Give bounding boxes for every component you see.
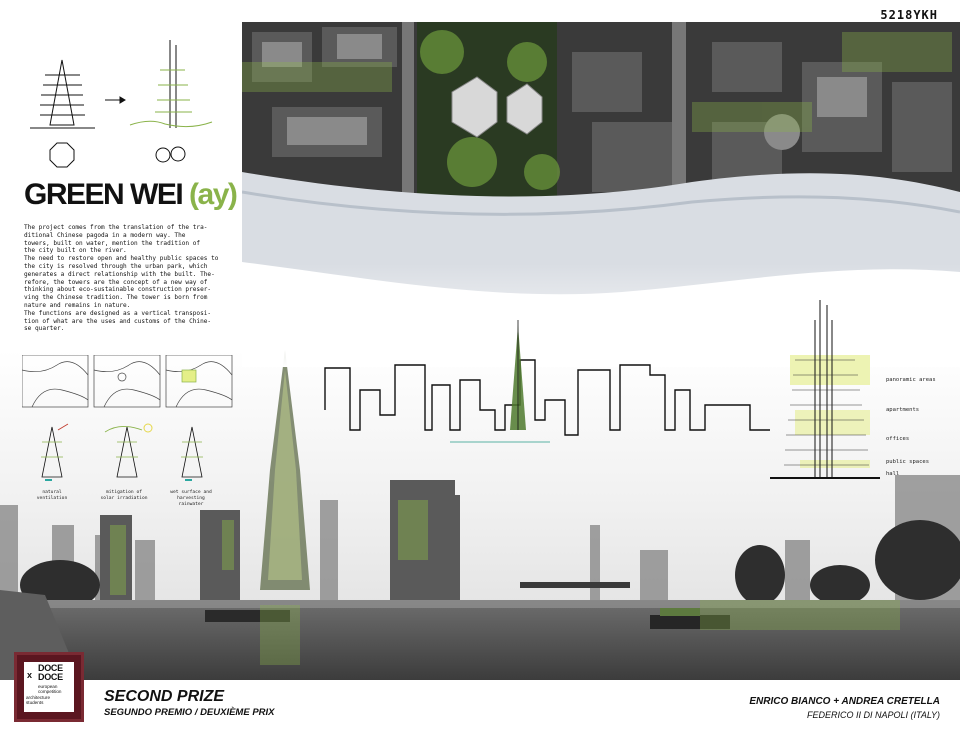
tower-section: [770, 300, 880, 485]
description-line: The need to restore open and healthy public spaces to: [24, 255, 219, 263]
description-line: ditional Chinese pagoda in a modern way. The: [24, 231, 186, 239]
tower-label: public spaces: [886, 459, 930, 465]
logo-inner: [24, 662, 74, 712]
caption-line: harvesting rainwater: [177, 496, 205, 507]
authors: ENRICO BIANCO + ANDREA CRETELLA: [749, 696, 940, 707]
description-line: The project comes from the translation of the tra-: [24, 224, 208, 231]
logo-sub: students: [26, 700, 44, 705]
caption-line: solar irradiation: [100, 496, 148, 501]
logo-x: x: [27, 670, 32, 680]
submission-code: 5218YKH: [880, 8, 938, 22]
doce-logo: [14, 652, 84, 722]
diagram-caption: [165, 490, 217, 508]
logo-top: DOCE: [38, 663, 63, 673]
logo-sub: competition: [38, 689, 62, 694]
skyline-sketch: [320, 320, 770, 450]
tower-label: offices: [886, 436, 910, 442]
caption-line: mitigation of: [106, 490, 142, 495]
description-line: ving the Chinese tradition. The tower is born from: [24, 294, 208, 302]
diagram-caption: [98, 490, 150, 502]
project-description: [24, 224, 234, 333]
description-line: generates a direct relationship with the built. The-: [24, 270, 215, 278]
logo-sub: architecture: [26, 695, 51, 700]
title-accent: (ay): [189, 178, 237, 211]
logo-bottom: DOCE: [38, 672, 63, 682]
description-line: se quarter.: [24, 325, 65, 333]
university: FEDERICO II DI NAPOLI (ITALY): [806, 710, 940, 720]
tower-label: panoramic areas: [886, 377, 936, 383]
prize-title: SECOND PRIZE: [104, 688, 225, 705]
description-line: tion of what are the uses and customs of the Chine-: [24, 317, 212, 325]
prize-subtitle: SEGUNDO PREMIO / DEUXIÈME PRIX: [104, 707, 275, 718]
concept-sketch: [20, 40, 220, 170]
description-line: towers, built on water, mention the tradition of: [24, 239, 201, 247]
project-title: [24, 178, 236, 212]
description-line: the city built on the river.: [24, 247, 127, 255]
description-line: thinking about eco-sustainable construction preser-: [24, 286, 212, 294]
description-line: refore, the towers are the concept of a new way of: [24, 278, 208, 286]
description-line: the city is resolved through the urban park, which: [24, 262, 208, 270]
description-line: nature and remains in nature.: [24, 301, 131, 309]
diagram-caption: [26, 490, 78, 502]
title-main: GREEN WEI: [24, 178, 190, 211]
site-plans: [22, 355, 234, 410]
logo-sub: european: [38, 684, 58, 689]
tower-label: apartments: [886, 407, 920, 413]
caption-line: natural: [42, 490, 62, 495]
caption-line: wet surface and: [170, 490, 212, 495]
caption-line: ventilation: [36, 496, 68, 501]
tower-label: hall: [886, 471, 900, 477]
description-line: The functions are designed as a vertical transposi-: [24, 309, 212, 317]
eco-diagrams: [30, 422, 230, 487]
